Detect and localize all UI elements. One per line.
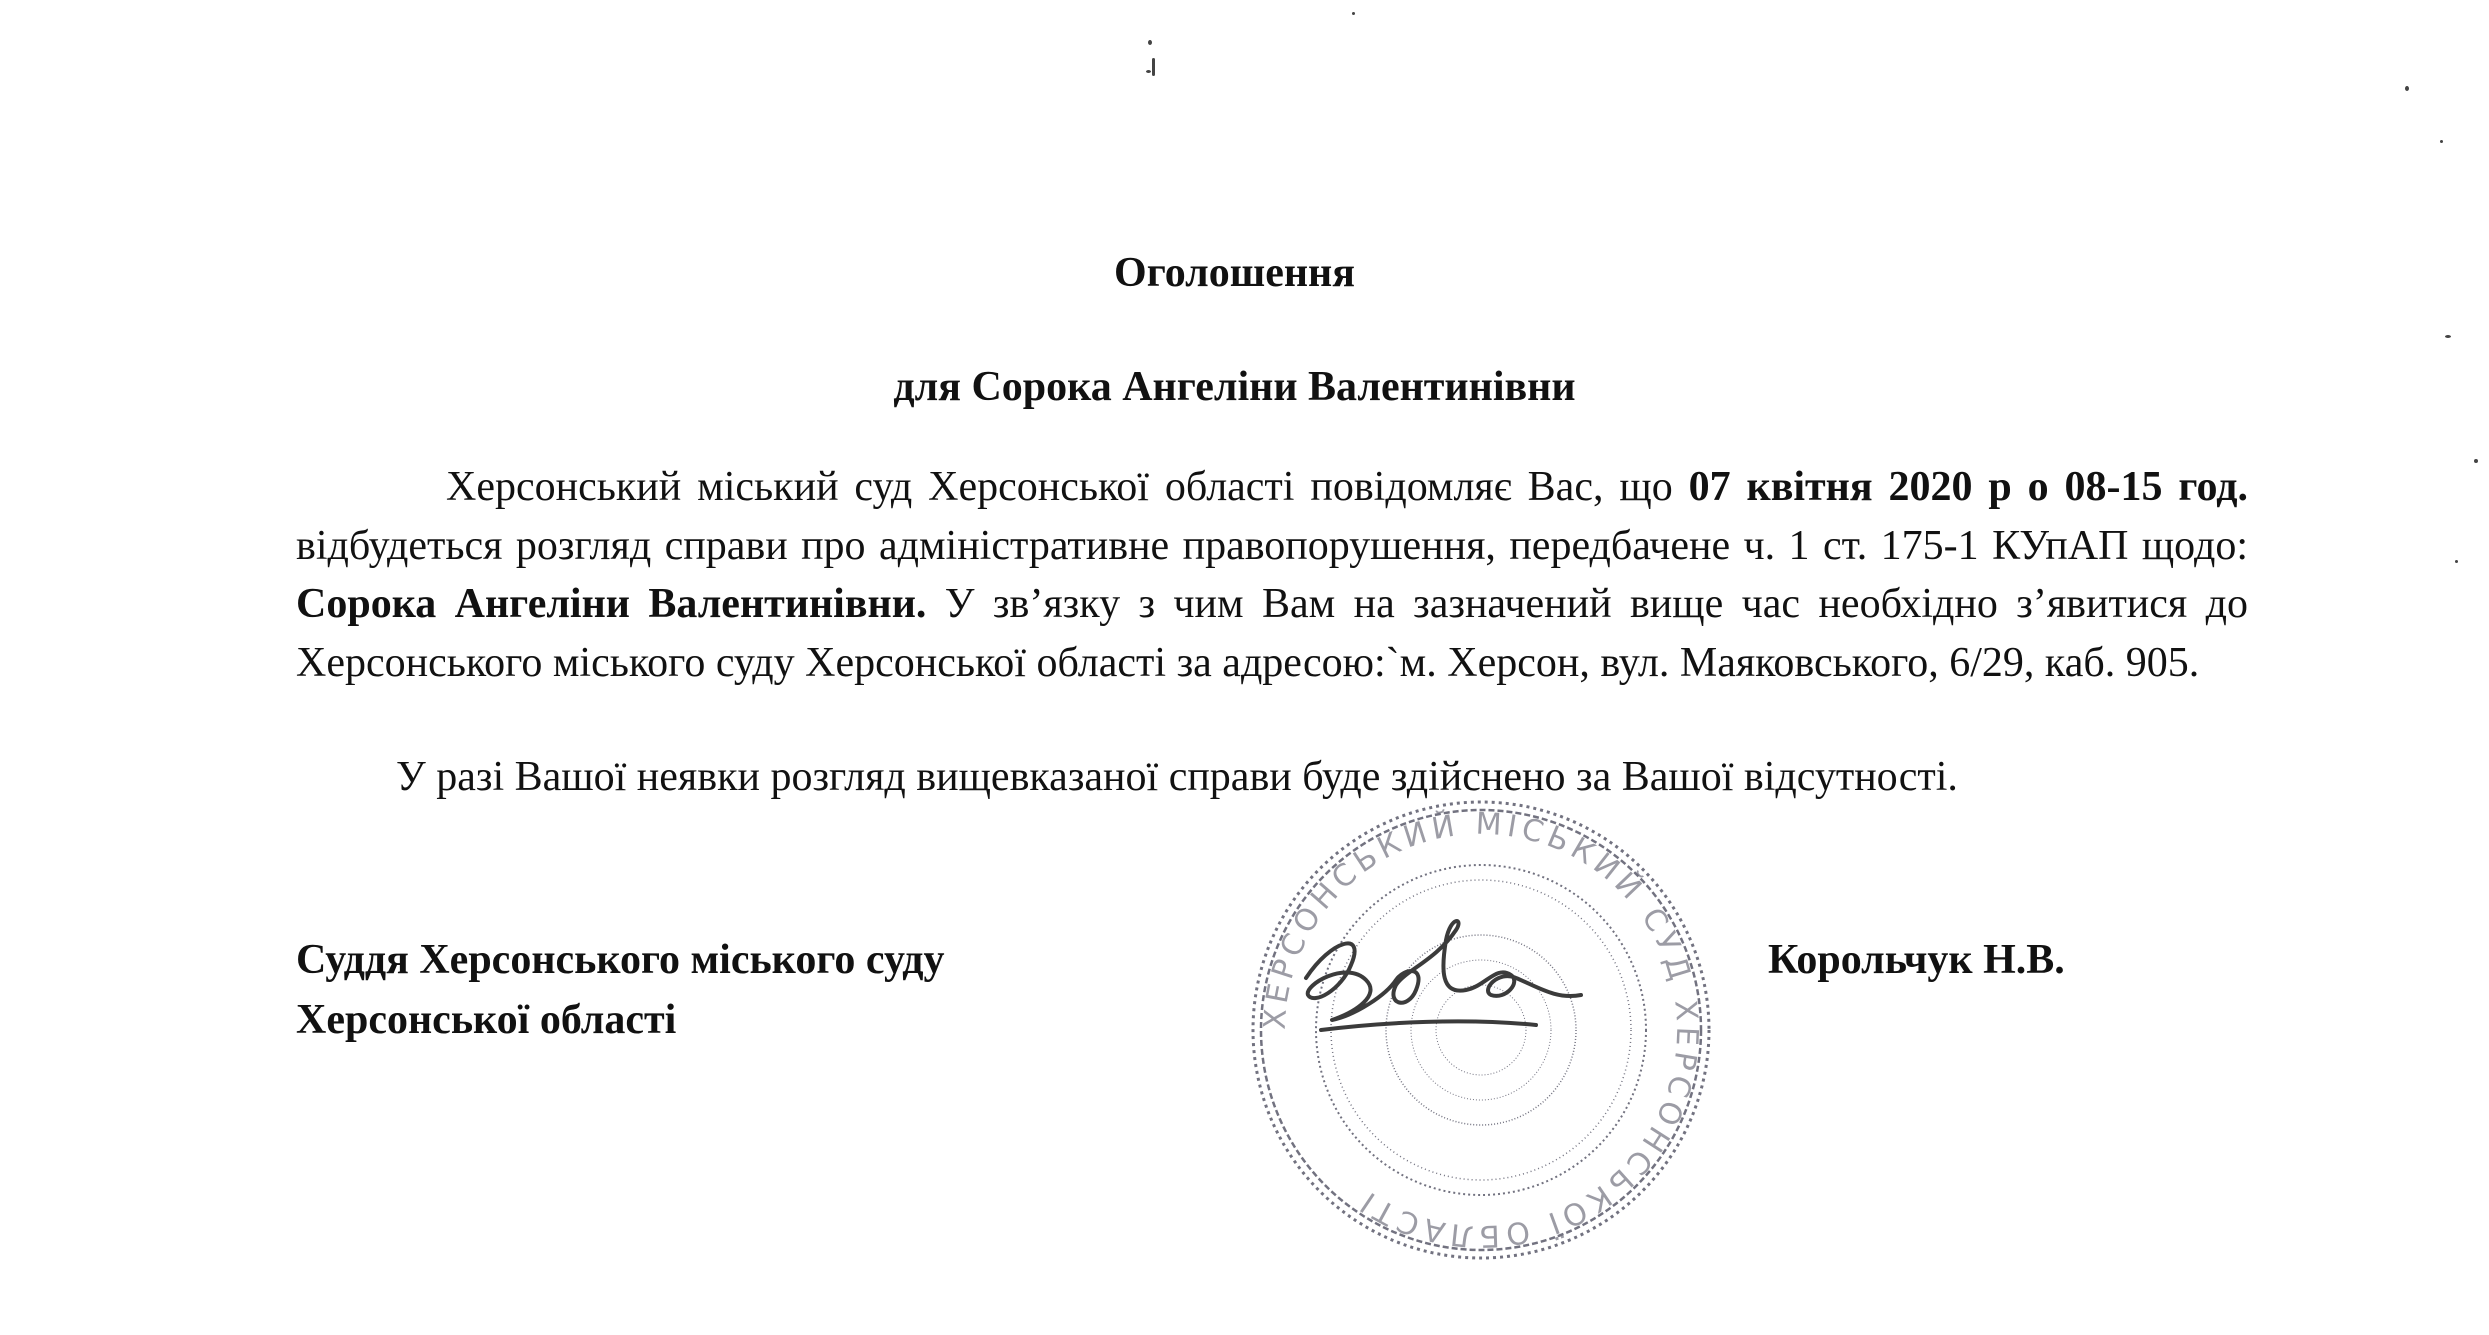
scan-speck [2405, 86, 2409, 91]
scan-speck [1352, 12, 1355, 15]
seal-ring-text: ХЕРСОНСЬКИЙ МІСЬКИЙ СУД ХЕРСОНСЬКОЇ ОБЛАСТІ [1257, 806, 1705, 1254]
notice-paragraph [296, 458, 2248, 692]
recipient-line: для Сорока Ангеліни Валентинівни [893, 364, 1576, 410]
position-line: Херсонської області [296, 997, 677, 1043]
hearing-date-time: 07 квітня 2020 р о 08-15 год. [1688, 464, 2248, 510]
scan-speck [2474, 459, 2478, 463]
notice-text: У зв’язку з чим Вам на зазначений вище час необхідно з’явитися до Херсонського міського суду Херсонської області за адресою:`м. Херсон, вул. Маяковського, 6/29, каб. 905. [296, 581, 2248, 686]
notice-text: Херсонський міський суд Херсонської області повідомляє Вас, що [446, 464, 1689, 510]
person-name: Сорока Ангеліни Валентинівни. [296, 581, 927, 627]
judge-name: Корольчук Н.В. [1768, 937, 2065, 983]
scan-speck [1146, 70, 1151, 73]
scan-speck [2455, 560, 2458, 563]
handwritten-signature-icon [1306, 921, 1581, 1030]
absence-paragraph: У разі Вашої неявки розгляд вищевказаної справи буде здійснено за Вашої відсутності. [396, 754, 1958, 800]
position-line: Суддя Херсонського міського суду [296, 937, 945, 983]
notice-text: відбудеться розгляд справи про адміністративне правопорушення, передбачене ч. 1 ст. 175-1 КУпАП щодо: [296, 522, 2248, 569]
signature-position [296, 930, 945, 1050]
scan-speck [2440, 140, 2443, 143]
scan-speck [1152, 58, 1155, 76]
scan-speck [2445, 335, 2451, 338]
document-title: Оголошення [1114, 250, 1355, 296]
scan-speck [1148, 40, 1152, 45]
court-seal-icon [1236, 790, 1726, 1270]
